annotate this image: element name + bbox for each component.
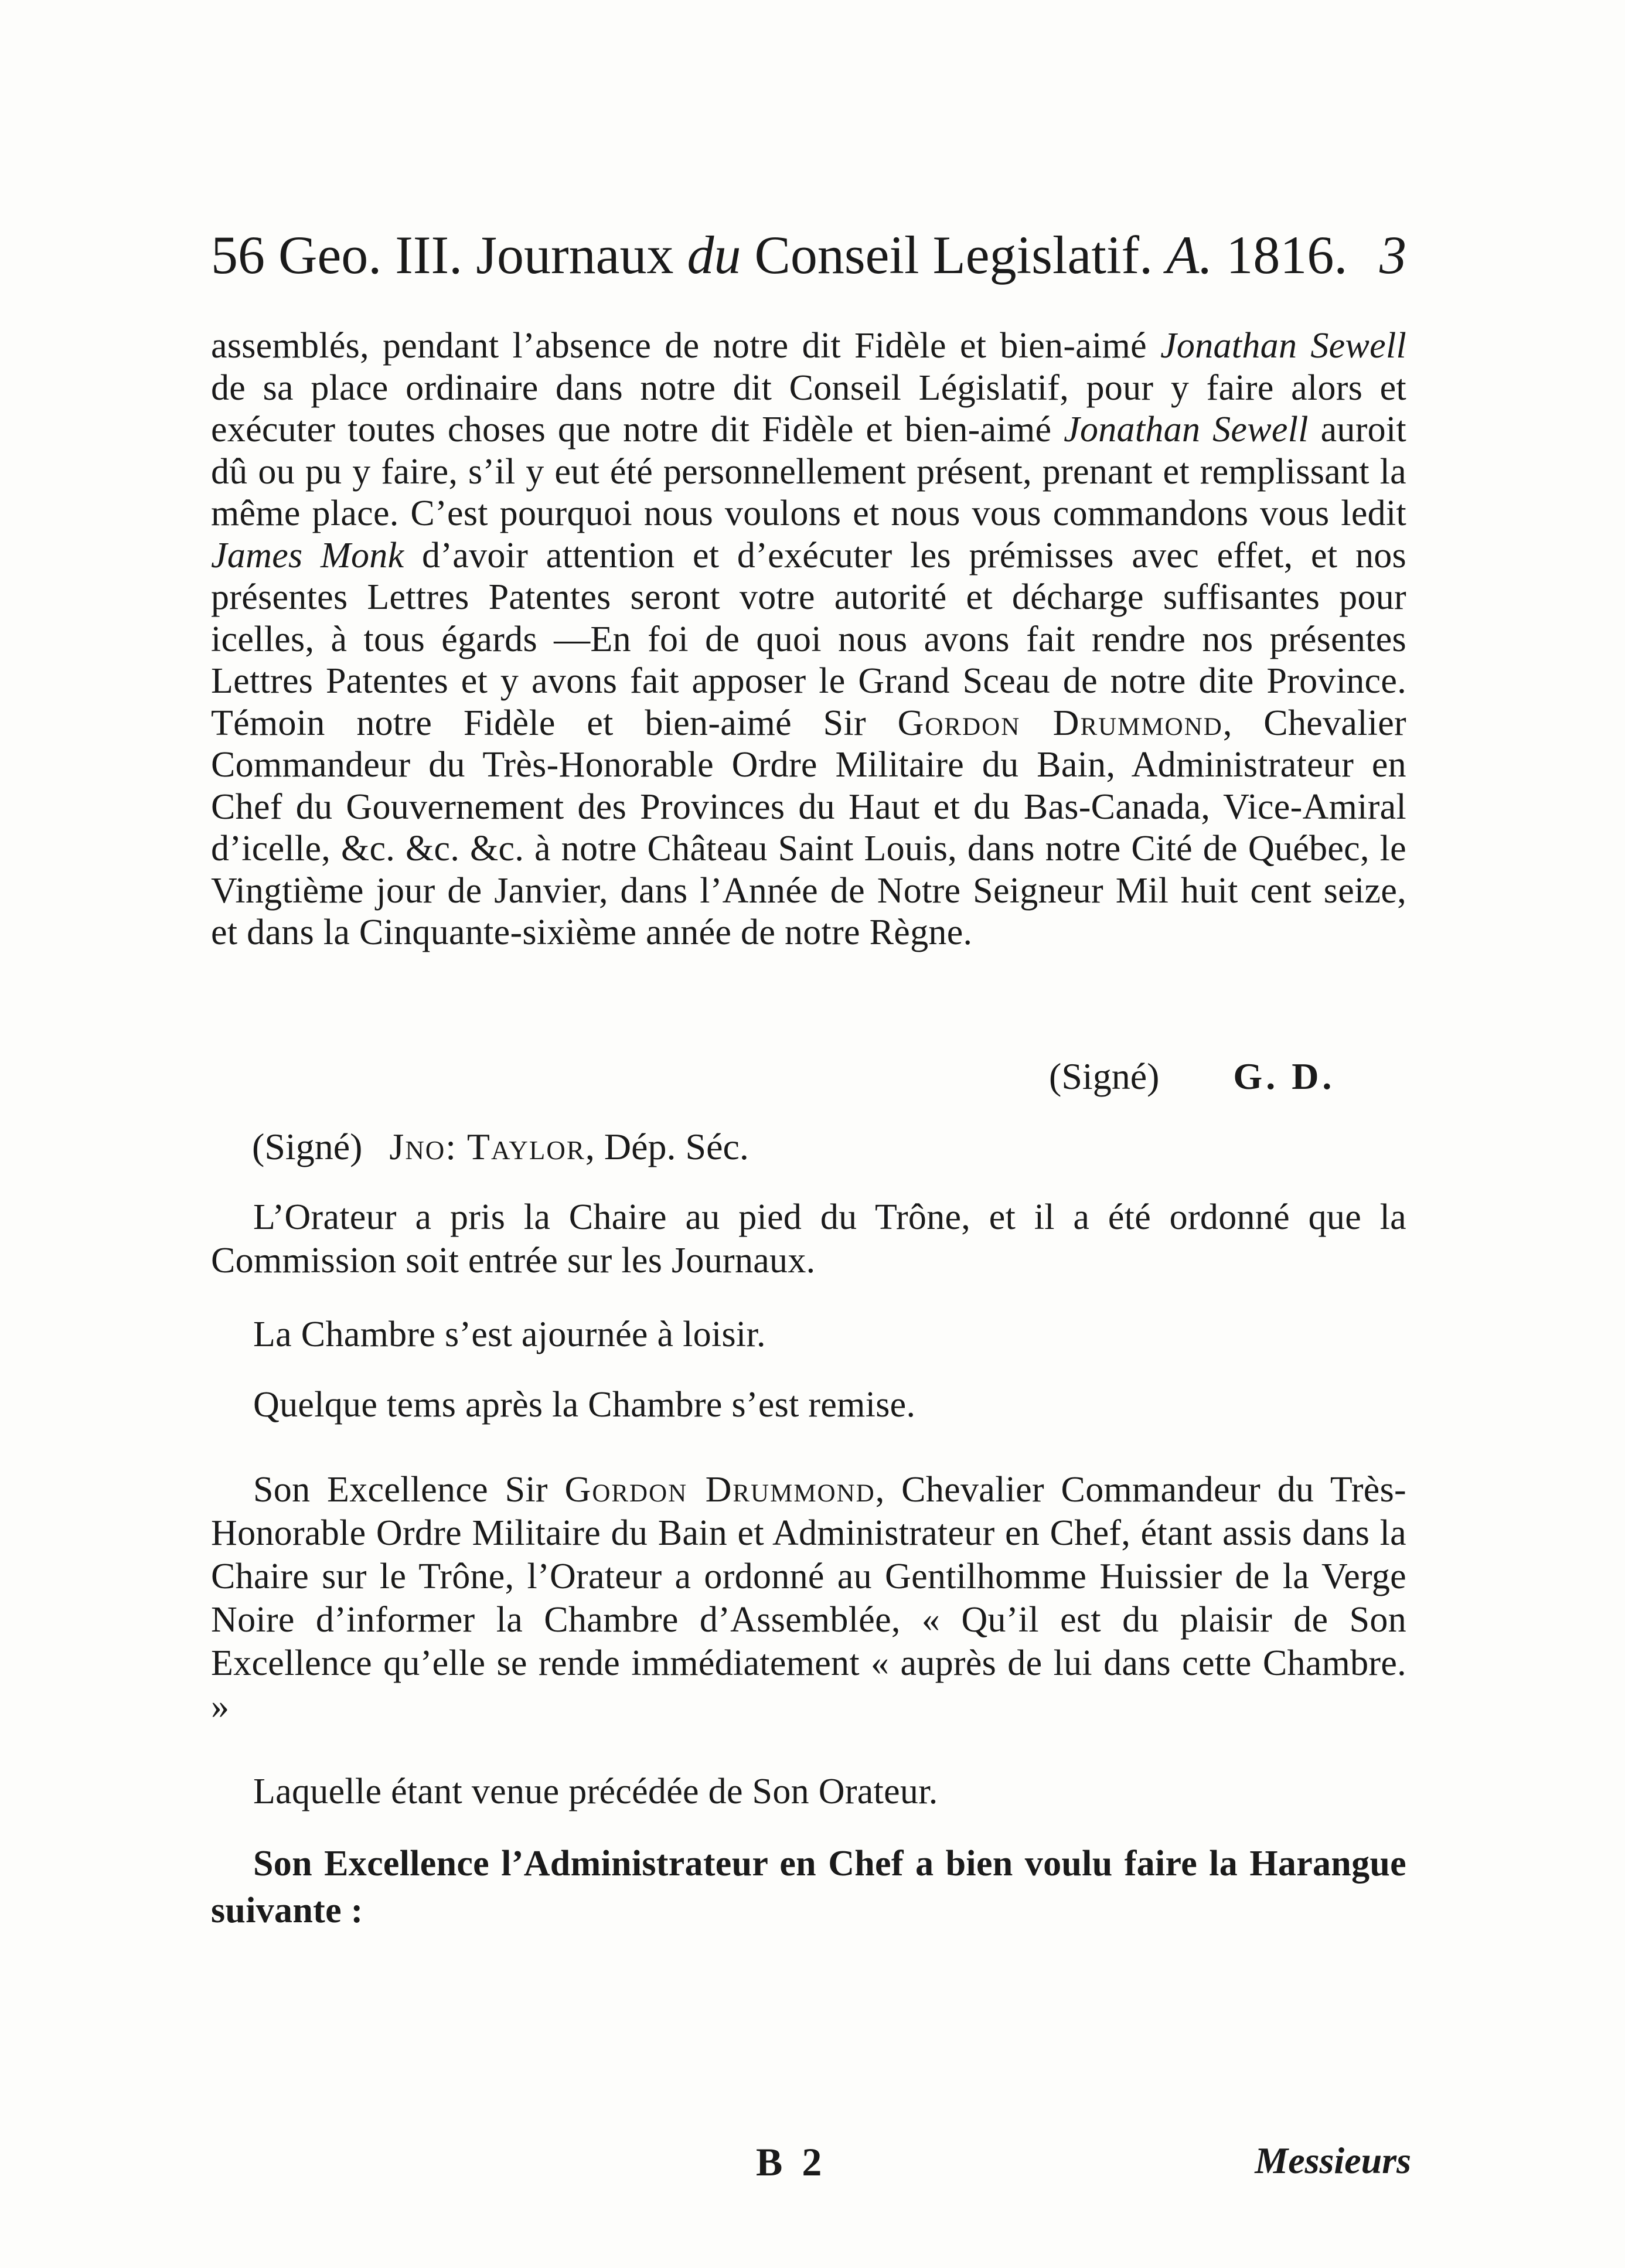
signature-secretary: [252, 1125, 749, 1169]
page-number: 3: [1379, 225, 1406, 285]
secretary-title: , Dép. Séc.: [585, 1126, 749, 1167]
commission-paragraph: [211, 325, 1406, 954]
catchword: Messieurs: [1255, 2140, 1411, 2181]
signed-label: (Signé): [1049, 1055, 1160, 1097]
name-gordon-drummond-2: Gordon Drummond: [564, 1470, 875, 1510]
name-james-monk: James Monk: [211, 535, 404, 575]
paragraph-orateur: [211, 1196, 1406, 1282]
harangue-text: Son Excellence l’Administrateur en Chef a bien voulu faire la Harangue suivante :: [211, 1844, 1406, 1930]
header-year: 1816.: [1226, 225, 1348, 285]
name-jonathan-sewell-2: Jonathan Sewell: [1064, 410, 1309, 449]
remise-text: Quelque tems après la Chambre s’est remise.: [253, 1385, 916, 1425]
commission-text-1: assemblés, pendant l’absence de notre dit Fidèle et bien-aimé: [211, 326, 1161, 366]
header-title-part1: Journaux: [476, 225, 674, 285]
commission-text-2: de sa place ordinaire dans notre dit Conseil Législatif, pour y faire alors et exécuter toutes choses que notre dit Fidèle et bien-aimé: [211, 367, 1406, 449]
running-header: [211, 223, 1406, 287]
excellence-text-1: Son Excellence Sir: [253, 1470, 565, 1510]
header-title-du: du: [687, 225, 741, 285]
signature-governor: [1049, 1055, 1335, 1098]
commission-text-4: d’avoir attention et d’exécuter les prémisses avec effet, et nos présentes Lettres Patentes seront votre autorité et décharge suffisantes pour icelles, à tous égards —En foi de quoi nous avons fait rendre nos présentes Lettres Patentes et y avons fait apposer le Grand Sceau de notre dite Province. Témoin notre Fidèle et bien-aimé Sir: [211, 535, 1406, 743]
paragraph-remise: [211, 1383, 1406, 1426]
header-session: 56 Geo. III.: [211, 225, 463, 285]
signature-initials: G. D.: [1233, 1055, 1336, 1097]
name-gordon-drummond: Gordon Drummond: [897, 703, 1223, 743]
laquelle-text: Laquelle étant venue précédée de Son Orateur.: [253, 1772, 938, 1811]
paragraph-ajournee: [211, 1313, 1406, 1356]
paragraph-laquelle: [211, 1770, 1406, 1813]
secretary-name: Jno: Taylor: [389, 1126, 585, 1167]
ajournee-text: La Chambre s’est ajournée à loisir.: [253, 1315, 766, 1354]
name-jonathan-sewell: Jonathan Sewell: [1160, 326, 1406, 366]
signature-mark: B 2: [756, 2140, 827, 2184]
header-anno: A.: [1166, 225, 1213, 285]
header-title-part2: Conseil Legislatif.: [754, 225, 1153, 285]
paragraph-harangue: [211, 1840, 1406, 1934]
commission-text-3: auroit dû ou pu y faire, s’il y eut été personnellement présent, prenant et remplissant la même place. C’est pourquoi nous voulons et nous vous commandons vous ledit: [211, 410, 1407, 533]
paragraph-excellence: [211, 1468, 1406, 1728]
excellence-text-2: , Chevalier Commandeur du Très-Honorable Ordre Militaire du Bain et Administrateur en Chef, étant assis dans la Chaire sur le Trône, l’Orateur a ordonné au Gentilhomme Huissier de la Verge Noire d’informer la Chambre d’Assemblée, « Qu’il est du plaisir de Son Excellence qu’elle se rende immédiatement « auprès de lui dans cette Chambre. »: [211, 1470, 1406, 1726]
orateur-text: L’Orateur a pris la Chaire au pied du Trône, et il a été ordonné que la Commission soit entrée sur les Journaux.: [211, 1197, 1406, 1281]
commission-text-5: , Chevalier Commandeur du Très-Honorable Ordre Militaire du Bain, Administrateur en Chef du Gouvernement des Provinces du Haut et du Bas-Canada, Vice-Amiral d’icelle, &c. &c. &c. à notre Château Saint Louis, dans notre Cité de Québec, le Vingtième jour de Janvier, dans l’Année de Notre Seigneur Mil huit cent seize, et dans la Cinquante-sixième année de notre Règne.: [211, 703, 1407, 952]
signed-label-secretary: (Signé): [252, 1126, 363, 1167]
